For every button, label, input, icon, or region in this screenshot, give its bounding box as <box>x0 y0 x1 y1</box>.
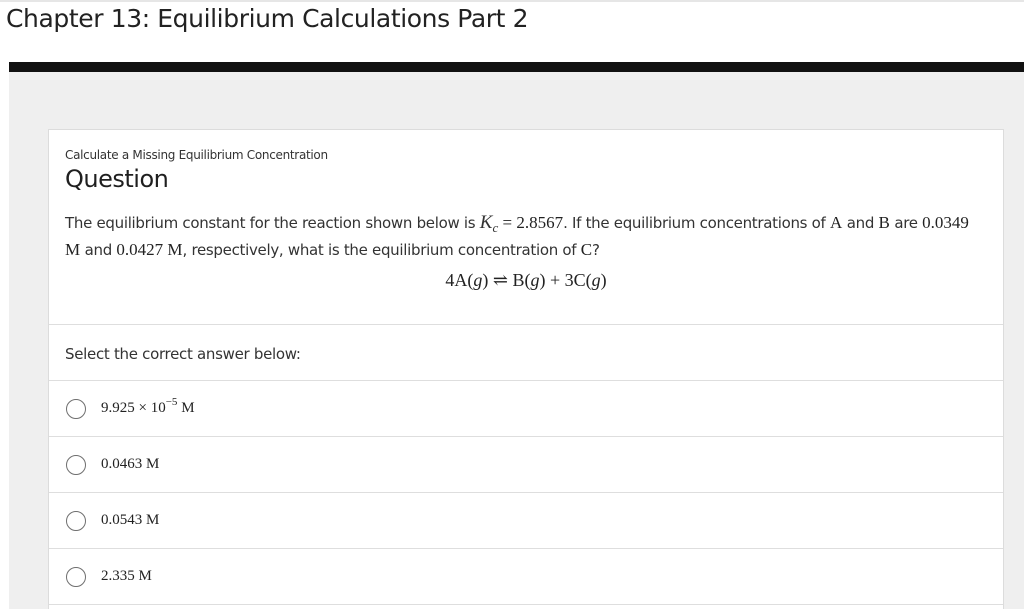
question-section <box>49 130 1003 324</box>
question-text-part: and <box>842 214 879 232</box>
answer-option-4[interactable] <box>49 548 1003 604</box>
option-mantissa: 9.925 × 10 <box>101 400 166 416</box>
answer-option-3[interactable] <box>49 492 1003 548</box>
question-text-part: and <box>80 241 117 259</box>
kc-symbol: K <box>479 212 493 233</box>
question-card <box>48 129 1004 609</box>
question-text-part: . If the equilibrium concentrations of <box>563 214 830 232</box>
options-bottom-divider <box>49 604 1003 609</box>
concentration-a: 0.0349 M <box>65 213 969 259</box>
answer-prompt-section <box>49 324 1003 380</box>
top-border <box>0 0 1024 2</box>
answer-option-label: 0.0463 M <box>101 456 160 472</box>
answer-option-2[interactable] <box>49 436 1003 492</box>
reaction-equation <box>49 270 1003 291</box>
equation-part: ) + 3C( <box>539 270 592 290</box>
equilibrium-arrow: ⇌ <box>488 270 513 290</box>
species-c: C <box>580 240 593 259</box>
option-unit: M <box>177 400 195 416</box>
answer-option-label <box>101 396 195 417</box>
question-text <box>65 212 985 261</box>
radio-button[interactable] <box>66 399 86 419</box>
question-text-part: The equilibrium constant for the reaction shown below is <box>65 214 480 232</box>
answer-option-1[interactable] <box>49 380 1003 436</box>
question-heading: Question <box>65 165 169 193</box>
equation-state: g <box>530 270 540 290</box>
question-subtitle: Calculate a Missing Equilibrium Concentration <box>65 148 328 162</box>
answer-prompt: Select the correct answer below: <box>65 345 301 363</box>
radio-button[interactable] <box>66 455 86 475</box>
answer-option-label: 0.0543 M <box>101 512 160 528</box>
radio-button[interactable] <box>66 567 86 587</box>
equation-part: ) <box>482 270 489 290</box>
page-title: Chapter 13: Equilibrium Calculations Part 2 <box>6 4 529 33</box>
equation-part: 4A( <box>445 270 474 290</box>
equation-part: ) <box>600 270 607 290</box>
species-b: B <box>878 213 890 232</box>
kc-value: = 2.8567 <box>498 213 564 232</box>
equation-part: B( <box>512 270 531 290</box>
kc-subscript: c <box>492 220 499 235</box>
radio-button[interactable] <box>66 511 86 531</box>
concentration-b: 0.0427 M <box>116 240 183 259</box>
option-exponent: −5 <box>165 396 178 408</box>
equation-state: g <box>473 270 483 290</box>
species-a: A <box>829 213 843 232</box>
title-divider <box>9 62 1024 72</box>
question-text-part: are <box>889 214 923 232</box>
question-text-part: , respectively, what is the equilibrium concentration of <box>182 241 581 259</box>
equation-state: g <box>591 270 601 290</box>
answer-option-label: 2.335 M <box>101 568 152 584</box>
question-text-part: ? <box>592 241 600 259</box>
